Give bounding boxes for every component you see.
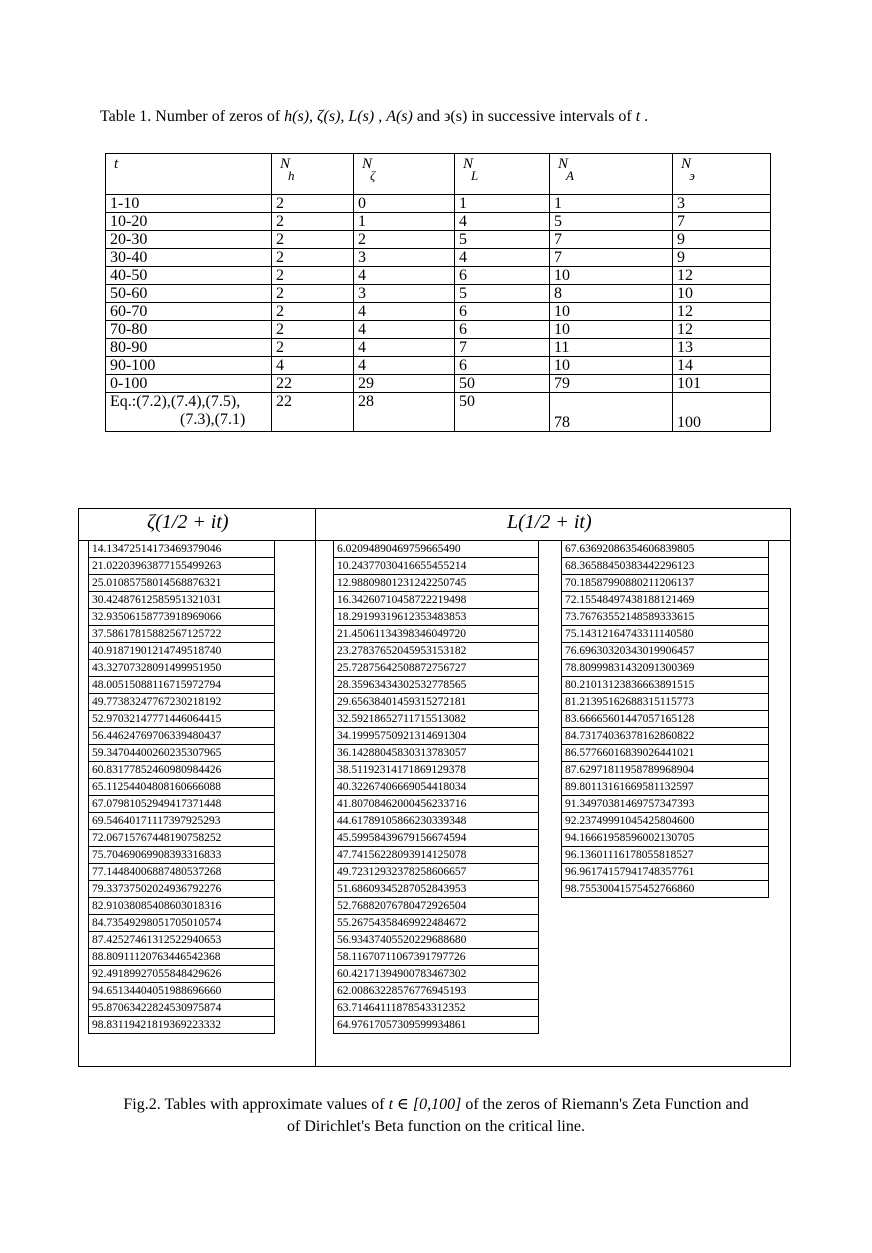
zero-value: 45.59958439679156674594 <box>334 830 539 847</box>
interval-cell: 80-90 <box>106 339 272 357</box>
table-row <box>334 881 539 898</box>
table-row <box>334 762 539 779</box>
count-cell: 6 <box>455 357 550 375</box>
table-row <box>334 728 539 745</box>
interval-cell: 70-80 <box>106 321 272 339</box>
table-row <box>89 864 275 881</box>
zero-value: 92.23749991045425804600 <box>562 813 769 830</box>
header-n-subscript: L <box>471 168 479 183</box>
zero-value: 75.70469069908393316833 <box>89 847 275 864</box>
zero-value: 48.00515088116715972794 <box>89 677 275 694</box>
table-row <box>334 1000 539 1017</box>
equations-label-line1: Eq.:(7.2),(7.4),(7.5), <box>110 393 241 410</box>
zero-value: 29.65638401459315272181 <box>334 694 539 711</box>
table-row <box>334 558 539 575</box>
count-cell: 14 <box>673 357 771 375</box>
table-row <box>89 949 275 966</box>
count-cell: 4 <box>455 249 550 267</box>
table-row <box>334 864 539 881</box>
zero-value: 36.14288045830313783057 <box>334 745 539 762</box>
interval-cell: 40-50 <box>106 267 272 285</box>
caption-end: . <box>644 108 649 125</box>
zero-value: 56.93437405520229688680 <box>334 932 539 949</box>
zero-value: 21.45061134398346049720 <box>334 626 539 643</box>
zero-value: 95.87063422824530975874 <box>89 1000 275 1017</box>
zero-value: 78.80999831432091300369 <box>562 660 769 677</box>
table-row <box>89 898 275 915</box>
zero-value: 49.77383247767230218192 <box>89 694 275 711</box>
zero-value: 55.26754358469922484672 <box>334 915 539 932</box>
zero-value: 32.59218652711715513082 <box>334 711 539 728</box>
zero-value: 58.11670711067391797726 <box>334 949 539 966</box>
count-cell: 50 <box>455 393 550 432</box>
table-row <box>562 864 769 881</box>
count-cell: 5 <box>550 213 673 231</box>
table-row <box>562 813 769 830</box>
zero-value: 75.14312164743311140580 <box>562 626 769 643</box>
zero-value: 68.36588450383442296123 <box>562 558 769 575</box>
table-row <box>562 558 769 575</box>
header-n-symbol: N <box>362 156 373 172</box>
zero-value: 67.63692086354606839805 <box>562 541 769 558</box>
table-row <box>562 660 769 677</box>
zero-value: 38.51192314171869129378 <box>334 762 539 779</box>
count-cell: 10 <box>550 357 673 375</box>
table-row <box>334 592 539 609</box>
header-n-1 <box>354 154 455 195</box>
zero-value: 91.34970381469757347393 <box>562 796 769 813</box>
zero-value: 41.80708462000456233716 <box>334 796 539 813</box>
table-row <box>89 1000 275 1017</box>
table-row <box>89 711 275 728</box>
zero-value: 62.00863228576776945193 <box>334 983 539 1000</box>
table-row <box>89 847 275 864</box>
table-row <box>334 541 539 558</box>
table-row <box>89 796 275 813</box>
count-cell: 4 <box>354 267 455 285</box>
interval-cell: 20-30 <box>106 231 272 249</box>
table-row <box>89 966 275 983</box>
header-n-subscript: h <box>288 168 295 183</box>
caption-var: t <box>635 108 641 125</box>
zero-value: 64.97617057309599934861 <box>334 1017 539 1034</box>
table-row <box>89 983 275 1000</box>
zero-value: 60.83177852460980984426 <box>89 762 275 779</box>
interval-cell: 60-70 <box>106 303 272 321</box>
zero-value: 96.13601116178055818527 <box>562 847 769 864</box>
zero-value: 25.72875642508872756727 <box>334 660 539 677</box>
count-cell: 3 <box>673 195 771 213</box>
count-cell: 2 <box>272 339 354 357</box>
count-cell: 7 <box>550 249 673 267</box>
count-cell: 10 <box>550 321 673 339</box>
header-n-symbol: N <box>681 156 692 172</box>
count-cell: 2 <box>272 267 354 285</box>
zero-value: 87.62971811958789968904 <box>562 762 769 779</box>
fn-L: L(s) , <box>348 108 383 125</box>
table-row <box>106 321 771 339</box>
zero-value: 89.80113161669581132597 <box>562 779 769 796</box>
table-row <box>562 745 769 762</box>
zero-value: 84.73174036378162860822 <box>562 728 769 745</box>
zeros-count-table <box>105 153 771 432</box>
zero-value: 23.27837652045953153182 <box>334 643 539 660</box>
table-row <box>89 677 275 694</box>
table-row <box>334 575 539 592</box>
count-cell: 22 <box>272 375 354 393</box>
table-row <box>334 949 539 966</box>
table-row <box>106 357 771 375</box>
zero-value: 56.44624769706339480437 <box>89 728 275 745</box>
zero-value: 30.42487612585951321031 <box>89 592 275 609</box>
zero-value: 92.49189927055848429626 <box>89 966 275 983</box>
table-row <box>89 762 275 779</box>
zero-value: 47.74156228093914125078 <box>334 847 539 864</box>
table-row <box>106 231 771 249</box>
header-t <box>106 154 272 195</box>
zero-value: 51.68609345287052843953 <box>334 881 539 898</box>
table-row <box>334 660 539 677</box>
zero-value: 34.19995750921314691304 <box>334 728 539 745</box>
table-row <box>106 375 771 393</box>
table-row <box>562 847 769 864</box>
count-cell: 78 <box>550 393 673 432</box>
table-row <box>334 745 539 762</box>
table-row <box>89 1017 275 1034</box>
table-row <box>334 830 539 847</box>
interval-cell: 10-20 <box>106 213 272 231</box>
count-cell: 4 <box>354 357 455 375</box>
header-n-symbol: N <box>558 156 569 172</box>
table-row <box>334 694 539 711</box>
zero-value: 98.75530041575452766860 <box>562 881 769 898</box>
zero-value: 82.91038085408603018316 <box>89 898 275 915</box>
table1-caption <box>100 108 800 126</box>
table-row <box>89 813 275 830</box>
table-row <box>334 915 539 932</box>
count-cell: 2 <box>272 231 354 249</box>
count-cell: 2 <box>272 213 354 231</box>
count-cell: 7 <box>673 213 771 231</box>
zero-value: 65.11254404808160666088 <box>89 779 275 796</box>
count-cell: 1 <box>354 213 455 231</box>
count-cell: 10 <box>673 285 771 303</box>
zero-value: 44.61789105866230339348 <box>334 813 539 830</box>
count-cell: 5 <box>455 231 550 249</box>
interval-cell: 90-100 <box>106 357 272 375</box>
count-cell: 101 <box>673 375 771 393</box>
table-row <box>106 195 771 213</box>
caption2-prefix: Fig.2. Tables with approximate values of <box>123 1096 385 1113</box>
zero-value: 28.35963434302532778565 <box>334 677 539 694</box>
header-n-0 <box>272 154 354 195</box>
count-cell: 8 <box>550 285 673 303</box>
L-zeros-column-2 <box>561 540 769 898</box>
count-cell: 2 <box>272 285 354 303</box>
table-row <box>334 813 539 830</box>
table-row <box>106 249 771 267</box>
zero-value: 10.24377030416655455214 <box>334 558 539 575</box>
count-cell: 2 <box>272 249 354 267</box>
table-row <box>562 609 769 626</box>
zero-value: 18.29199319612353483853 <box>334 609 539 626</box>
count-cell: 5 <box>455 285 550 303</box>
count-cell: 28 <box>354 393 455 432</box>
table-row <box>334 932 539 949</box>
table-row <box>89 609 275 626</box>
L-header: L(1/2 + it) <box>507 511 592 533</box>
zero-value: 14.13472514173469379046 <box>89 541 275 558</box>
zero-value: 84.73549298051705010574 <box>89 915 275 932</box>
count-cell: 0 <box>354 195 455 213</box>
interval-cell: 50-60 <box>106 285 272 303</box>
fn-h: h(s), <box>284 108 314 125</box>
interval-cell: 1-10 <box>106 195 272 213</box>
count-cell: 2 <box>272 195 354 213</box>
interval-cell: 30-40 <box>106 249 272 267</box>
zero-value: 32.93506158773918969066 <box>89 609 275 626</box>
caption2-interval: t ∈ [0,100] <box>388 1096 462 1113</box>
table-row <box>89 541 275 558</box>
zero-value: 52.76882076780472926504 <box>334 898 539 915</box>
zero-value: 80.21013123836663891515 <box>562 677 769 694</box>
count-cell: 1 <box>455 195 550 213</box>
zero-value: 86.57766016839026441021 <box>562 745 769 762</box>
count-cell: 2 <box>354 231 455 249</box>
table-row <box>89 558 275 575</box>
count-cell: 12 <box>673 267 771 285</box>
table-row <box>334 643 539 660</box>
zero-value: 72.15548497438188121469 <box>562 592 769 609</box>
count-cell: 2 <box>272 321 354 339</box>
header-n-subscript: ϶ <box>689 168 695 183</box>
fn-A: A(s) <box>386 108 413 125</box>
zero-value: 87.42527461312522940653 <box>89 932 275 949</box>
caption2-line2: of Dirichlet's Beta function on the critical line. <box>287 1118 585 1135</box>
fn-zeta: ζ(s), <box>317 108 345 125</box>
table-row <box>562 779 769 796</box>
count-cell: 2 <box>272 303 354 321</box>
zero-value: 83.66665601447057165128 <box>562 711 769 728</box>
table-row <box>334 1017 539 1034</box>
count-cell: 12 <box>673 321 771 339</box>
header-t-label: t <box>114 156 119 172</box>
zeta-header: ζ(1/2 + it) <box>147 511 229 533</box>
header-n-symbol: N <box>463 156 474 172</box>
zero-value: 69.54640171117397925293 <box>89 813 275 830</box>
zeta-zeros-column <box>88 540 275 1034</box>
count-cell: 4 <box>354 339 455 357</box>
table-row <box>89 660 275 677</box>
count-cell: 7 <box>550 231 673 249</box>
count-cell: 6 <box>455 267 550 285</box>
count-cell: 1 <box>550 195 673 213</box>
caption2-suffix: of the zeros of Riemann's Zeta Function and <box>465 1096 749 1113</box>
zero-value: 70.18587990880211206137 <box>562 575 769 592</box>
table-row <box>89 643 275 660</box>
count-cell: 6 <box>455 321 550 339</box>
zero-value: 59.34704400260235307965 <box>89 745 275 762</box>
table-row <box>89 575 275 592</box>
table-row <box>562 796 769 813</box>
count-cell: 22 <box>272 393 354 432</box>
table-row <box>562 694 769 711</box>
count-cell: 10 <box>550 303 673 321</box>
count-cell: 4 <box>354 321 455 339</box>
count-cell: 3 <box>354 249 455 267</box>
L-zeros-column-1 <box>333 540 539 1034</box>
table-row <box>89 745 275 762</box>
count-cell: 9 <box>673 231 771 249</box>
table-row <box>562 643 769 660</box>
count-cell: 79 <box>550 375 673 393</box>
figure-caption <box>0 1094 872 1138</box>
count-cell: 4 <box>354 303 455 321</box>
count-cell: 100 <box>673 393 771 432</box>
zero-value: 81.21395162688315115773 <box>562 694 769 711</box>
table-row <box>89 932 275 949</box>
zero-value: 12.98809801231242250745 <box>334 575 539 592</box>
zero-value: 88.80911120763446542368 <box>89 949 275 966</box>
zero-value: 40.91871901214749518740 <box>89 643 275 660</box>
table-row <box>562 541 769 558</box>
caption-text: Table 1. Number of zeros of <box>100 108 281 125</box>
interval-cell: 0-100 <box>106 375 272 393</box>
table-row <box>334 677 539 694</box>
equations-label-line2: (7.3),(7.1) <box>180 411 246 428</box>
table-row <box>89 830 275 847</box>
zero-value: 40.32267406669054418034 <box>334 779 539 796</box>
table-row <box>562 728 769 745</box>
zero-value: 6.02094890469759665490 <box>334 541 539 558</box>
zero-value: 72.06715767448190758252 <box>89 830 275 847</box>
table-row <box>562 762 769 779</box>
table-row <box>562 711 769 728</box>
count-cell: 9 <box>673 249 771 267</box>
caption-and: and <box>416 108 440 125</box>
table-row <box>89 592 275 609</box>
header-n-2 <box>455 154 550 195</box>
count-cell: 4 <box>455 213 550 231</box>
header-n-subscript: A <box>566 168 574 183</box>
column-divider <box>315 509 316 1066</box>
zero-value: 25.01085758014568876321 <box>89 575 275 592</box>
table-row-equations <box>106 393 771 432</box>
zero-value: 67.07981052949417371448 <box>89 796 275 813</box>
header-n-4 <box>673 154 771 195</box>
zero-value: 63.71464111878543312352 <box>334 1000 539 1017</box>
table-row <box>89 728 275 745</box>
zero-value: 16.34260710458722219498 <box>334 592 539 609</box>
table-row <box>334 983 539 1000</box>
table-row <box>106 213 771 231</box>
table-row <box>334 966 539 983</box>
count-cell: 10 <box>550 267 673 285</box>
table-row <box>89 626 275 643</box>
table-row <box>106 303 771 321</box>
zero-value: 79.33737502024936792276 <box>89 881 275 898</box>
table-row <box>106 339 771 357</box>
zero-value: 73.76763552148589333615 <box>562 609 769 626</box>
zero-value: 76.69630320343019906457 <box>562 643 769 660</box>
equations-label <box>106 393 272 432</box>
table-row <box>89 694 275 711</box>
zero-value: 94.16661958596002130705 <box>562 830 769 847</box>
table-row <box>89 915 275 932</box>
zero-value: 96.96174157941748357761 <box>562 864 769 881</box>
count-cell: 11 <box>550 339 673 357</box>
zero-value: 49.72312932378258606657 <box>334 864 539 881</box>
table-row <box>334 796 539 813</box>
table-row <box>562 677 769 694</box>
count-cell: 7 <box>455 339 550 357</box>
table-row <box>562 575 769 592</box>
zero-value: 98.83119421819369223332 <box>89 1017 275 1034</box>
count-cell: 50 <box>455 375 550 393</box>
fn-E: ϶(s) <box>443 108 468 125</box>
zero-value: 94.65134404051988696660 <box>89 983 275 1000</box>
table-row <box>334 898 539 915</box>
count-cell: 13 <box>673 339 771 357</box>
table-row <box>89 779 275 796</box>
table-row <box>562 592 769 609</box>
table-row <box>106 285 771 303</box>
count-cell: 29 <box>354 375 455 393</box>
table-row <box>106 267 771 285</box>
count-cell: 4 <box>272 357 354 375</box>
table-row <box>89 881 275 898</box>
table-row <box>562 626 769 643</box>
header-n-subscript: ζ <box>370 168 376 183</box>
caption-suffix: in successive intervals of <box>471 108 632 125</box>
table-row <box>334 779 539 796</box>
zero-value: 43.32707328091499951950 <box>89 660 275 677</box>
zero-value: 77.14484006887480537268 <box>89 864 275 881</box>
count-cell: 12 <box>673 303 771 321</box>
table-row <box>334 626 539 643</box>
header-n-symbol: N <box>280 156 291 172</box>
table-row <box>334 711 539 728</box>
table-row <box>562 881 769 898</box>
table-row <box>334 609 539 626</box>
zero-value: 37.58617815882567125722 <box>89 626 275 643</box>
header-n-3 <box>550 154 673 195</box>
table-row <box>562 830 769 847</box>
count-cell: 3 <box>354 285 455 303</box>
zero-value: 60.42171394900783467302 <box>334 966 539 983</box>
zero-value: 52.97032147771446064415 <box>89 711 275 728</box>
table-row <box>334 847 539 864</box>
count-cell: 6 <box>455 303 550 321</box>
table1-header-row <box>106 154 771 195</box>
zero-value: 21.02203963877155499263 <box>89 558 275 575</box>
